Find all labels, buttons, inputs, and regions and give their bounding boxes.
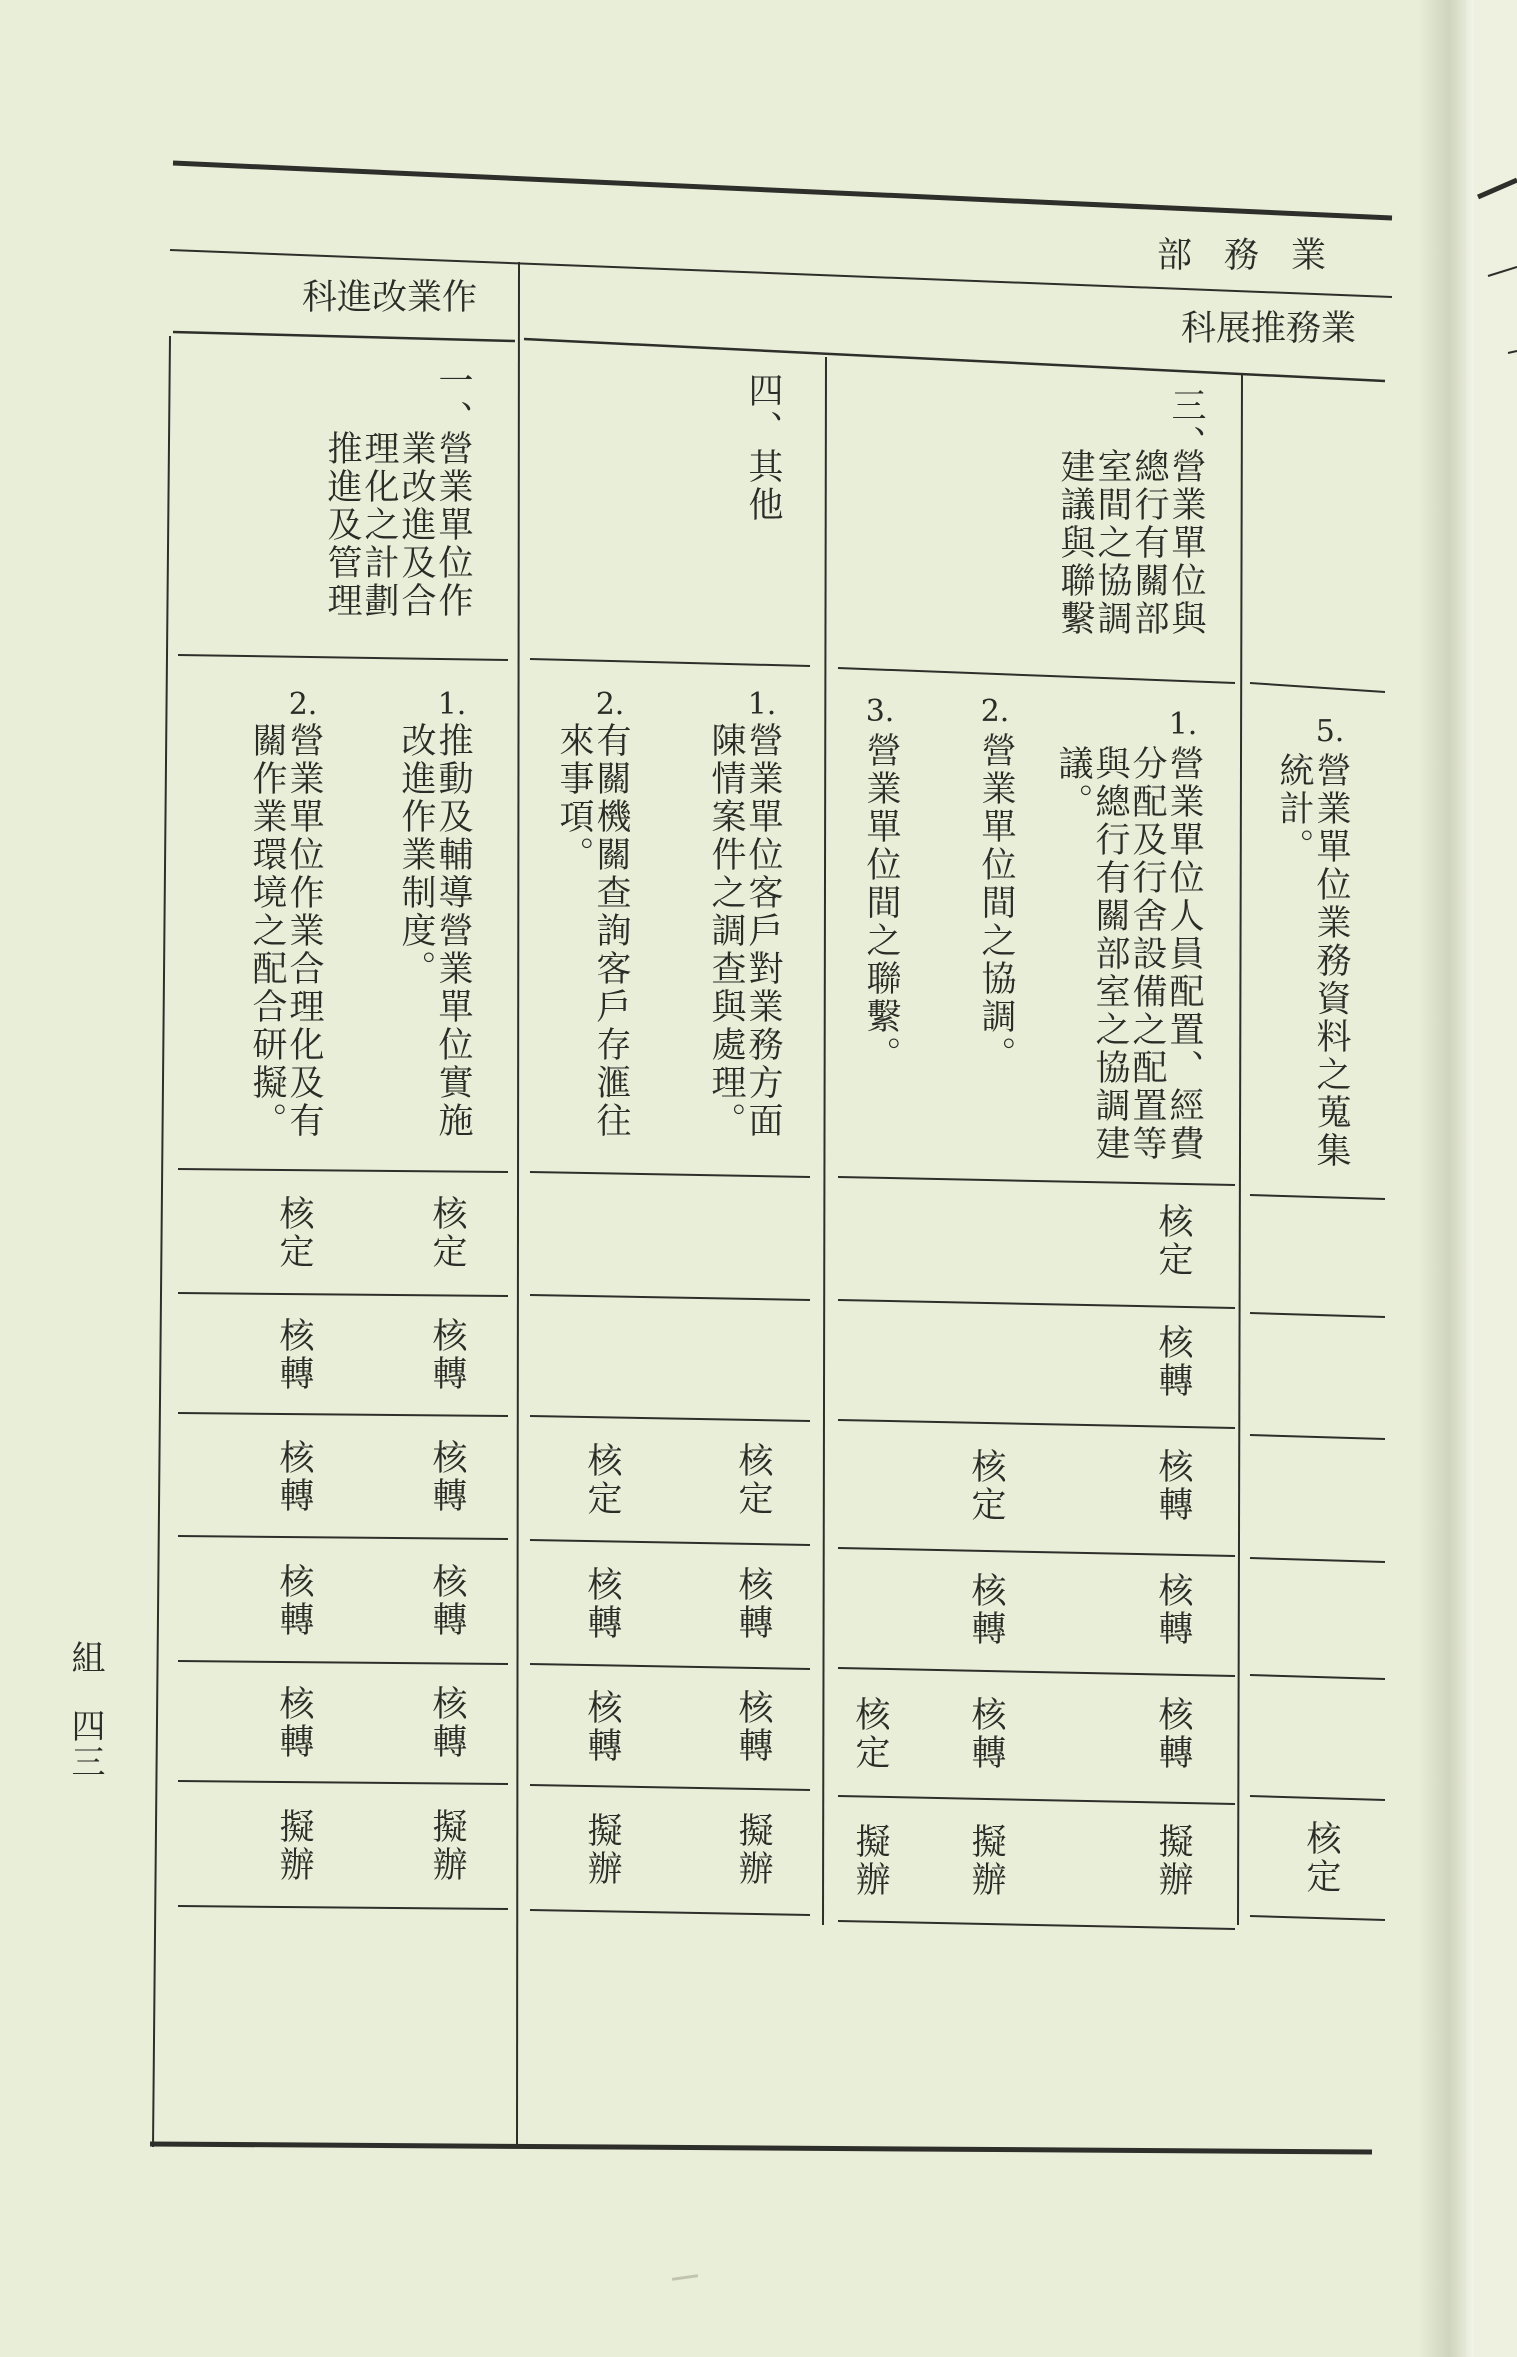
approval-cell: 擬辦 xyxy=(733,1811,773,1888)
item-number: 5. xyxy=(1315,714,1345,749)
approval-row-rule xyxy=(838,1548,1235,1556)
item-text: 有關機關查詢客戶存滙往來事項。 xyxy=(554,722,631,1140)
approval-row-rule xyxy=(1250,1313,1385,1317)
approval-cell: 核轉 xyxy=(733,1566,773,1642)
approval-cell: 核定 xyxy=(850,1696,890,1772)
approval-row-rule xyxy=(178,1781,508,1784)
approval-cell: 擬辦 xyxy=(582,1811,622,1888)
approval-cell: 擬辦 xyxy=(274,1807,314,1884)
approval-row-rule xyxy=(838,1796,1235,1804)
item-text: 營業單位業務資料之蒐集統計。 xyxy=(1274,752,1351,1170)
approval-cell: 核轉 xyxy=(1153,1448,1193,1524)
item-number: 1. xyxy=(437,687,467,722)
approval-row-rule xyxy=(838,1177,1235,1185)
divider-four-three xyxy=(823,357,826,1925)
approval-row-rule xyxy=(838,1420,1235,1428)
approval-cell: 核轉 xyxy=(427,1438,467,1515)
approval-cell: 核轉 xyxy=(1153,1324,1193,1400)
approval-row-rule xyxy=(1250,1195,1385,1199)
approval-row-rule xyxy=(1250,1796,1385,1800)
approval-cell: 核定 xyxy=(1301,1820,1341,1896)
approval-cell: 核轉 xyxy=(582,1566,622,1642)
item-text: 營業單位人員配置、經費分配及行舍設備之配置等與總行有關部室之協調建議。 xyxy=(1053,745,1204,1163)
approval-row-rule xyxy=(178,1536,508,1539)
approval-cell: 核轉 xyxy=(582,1688,622,1765)
heading-row-rule xyxy=(530,659,810,666)
approval-row-rule xyxy=(838,1300,1235,1308)
approval-cell: 核定 xyxy=(966,1448,1006,1524)
bottom-thick-rule xyxy=(150,2144,1372,2152)
approval-cell: 核定 xyxy=(582,1442,622,1518)
margin-group-label: 組 xyxy=(65,1640,105,1688)
approval-row-rule xyxy=(1250,1916,1385,1920)
approval-row-rule xyxy=(1250,1558,1385,1562)
item-number: 2. xyxy=(595,687,625,722)
item-number: 1. xyxy=(1168,707,1198,742)
approval-cell: 擬辦 xyxy=(850,1822,890,1899)
item-number: 2. xyxy=(288,687,318,722)
approval-row-rule xyxy=(1250,1675,1385,1679)
approval-cell: 擬辦 xyxy=(1153,1822,1193,1899)
approval-cell: 核轉 xyxy=(966,1572,1006,1648)
item-text: 營業單位間之協調。 xyxy=(976,732,1016,1074)
approval-cell: 核定 xyxy=(427,1195,467,1271)
approval-cell: 核轉 xyxy=(427,1562,467,1639)
approval-row-rule xyxy=(530,1540,810,1545)
approval-row-rule xyxy=(1250,1435,1385,1439)
approval-row-rule xyxy=(178,1906,508,1909)
approval-row-rule xyxy=(530,1664,810,1669)
section-title-business-promotion: 業務推展科 xyxy=(1180,309,1356,349)
heading-row-rule xyxy=(178,655,508,660)
approval-row-rule xyxy=(838,1668,1235,1676)
approval-row-rule xyxy=(178,1413,508,1416)
approval-cell: 核轉 xyxy=(427,1317,467,1393)
facing-page-rule xyxy=(1508,351,1517,353)
approval-row-rule xyxy=(530,1910,810,1915)
item-text: 營業單位客戶對業務方面陳情案件之調查與處理。 xyxy=(706,722,783,1140)
section-rule-left xyxy=(173,332,515,341)
approval-cell: 核轉 xyxy=(274,1317,314,1393)
approval-cell: 核轉 xyxy=(1153,1696,1193,1772)
page-number: 四三 xyxy=(65,1708,105,1780)
approval-cell: 核轉 xyxy=(427,1685,467,1761)
department-title: 業務部 xyxy=(1156,236,1358,276)
section-one-heading: 營業單位作業改進及合理化之計劃推進及管理 xyxy=(322,430,473,620)
approval-cell: 核轉 xyxy=(274,1685,314,1761)
approval-cell: 核轉 xyxy=(966,1696,1006,1772)
approval-cell: 核轉 xyxy=(733,1688,773,1765)
divider-three-five xyxy=(1238,375,1242,1925)
item-text: 推動及輔導營業單位實施改進作業制度。 xyxy=(396,722,473,1140)
section-three-number: 三、 xyxy=(1166,387,1206,463)
approval-row-rule xyxy=(530,1785,810,1790)
approval-row-rule xyxy=(530,1295,810,1300)
heading-row-rule xyxy=(838,668,1235,683)
approval-cell: 核定 xyxy=(274,1195,314,1271)
section-title-operations-improvement: 作業改進科 xyxy=(301,278,477,318)
section-four-heading: 四、其他 xyxy=(743,372,783,524)
item-number: 2. xyxy=(980,694,1010,729)
item-text: 營業單位作業合理化及有關作業環境之配合研擬。 xyxy=(247,722,324,1140)
approval-row-rule xyxy=(530,1172,810,1177)
approval-cell: 核轉 xyxy=(274,1438,314,1515)
item-number: 1. xyxy=(747,687,777,722)
item-text: 營業單位間之聯繫。 xyxy=(861,732,901,1074)
approval-row-rule xyxy=(838,1921,1235,1929)
approval-row-rule xyxy=(178,1293,508,1296)
approval-cell: 核定 xyxy=(733,1442,773,1518)
approval-cell: 擬辦 xyxy=(966,1822,1006,1899)
approval-cell: 核定 xyxy=(1153,1202,1193,1279)
approval-row-rule xyxy=(530,1416,810,1421)
approval-cell: 核轉 xyxy=(1153,1572,1193,1648)
facing-page-rule xyxy=(1478,180,1517,197)
item-number: 3. xyxy=(865,694,895,729)
approval-cell: 核轉 xyxy=(274,1562,314,1639)
top-thick-rule xyxy=(173,163,1392,218)
approval-row-rule xyxy=(178,1169,508,1172)
section-three-heading: 營業單位與總行有關部室間之協調建議與聯繫 xyxy=(1055,448,1206,638)
section-one-number: 一、 xyxy=(433,362,473,438)
left-border xyxy=(153,336,170,2147)
facing-page-rule xyxy=(1488,267,1517,276)
heading-row-rule xyxy=(1250,683,1385,692)
section-divider xyxy=(517,262,519,2147)
approval-cell: 擬辦 xyxy=(427,1807,467,1884)
approval-row-rule xyxy=(178,1661,508,1664)
